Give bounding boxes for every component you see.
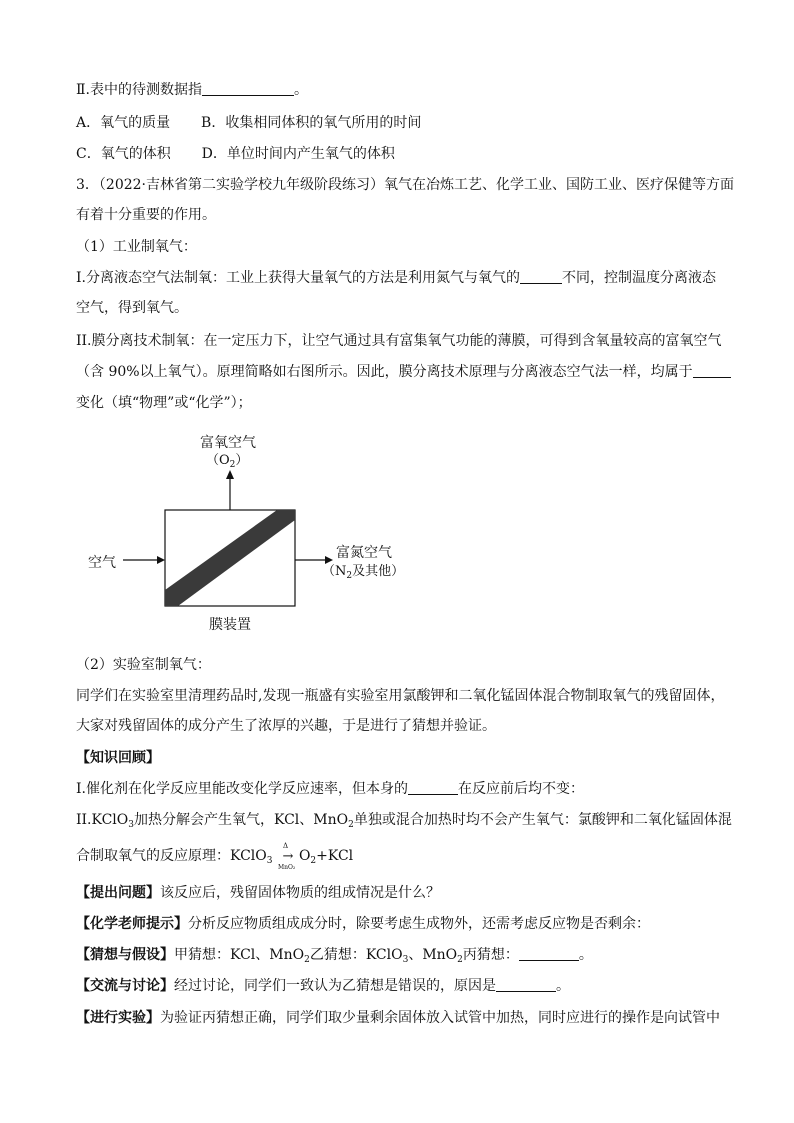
text: （O: [206, 453, 230, 468]
text: 及其他）: [352, 564, 405, 579]
text: （N: [322, 564, 347, 579]
label: 【进行实验】: [76, 1010, 160, 1026]
reaction-equation-line: [76, 842, 354, 871]
text: I.分离液态空气法制氧：工业上获得大量氧气的方法是利用氮气与氧气的: [76, 270, 520, 286]
text: I.催化剂在化学反应里能改变化学反应速率，但本身的: [76, 781, 408, 797]
diagram-top-label: 富氧空气: [200, 435, 256, 451]
text: 、MnO: [408, 947, 458, 963]
subscript: 2: [229, 460, 236, 470]
text: 合制取氧气的反应原理：KClO: [76, 848, 267, 864]
subscript: 3: [402, 955, 409, 965]
paragraph-lab: 同学们在实验室里清理药品时,发现一瓶盛有实验室用氯酸钾和二氧化锰固体混合物制取氧气的残留固体，: [76, 688, 725, 704]
teacher-hint: [76, 914, 650, 934]
subscript: 2: [348, 820, 354, 830]
subscript: 2: [346, 571, 353, 581]
subscript: 3: [266, 856, 273, 866]
section-knowledge-review: 【知识回顾】: [76, 750, 160, 766]
text: 甲猜想：KCl、MnO: [174, 947, 305, 963]
option-b: B．收集相同体积的氧气所用的时间: [201, 115, 422, 131]
subsection-2: （2）实验室制氧气：: [76, 657, 211, 673]
reaction-arrow: [277, 842, 299, 871]
text: 为验证丙猜想正确，同学们取少量剩余固体放入试管中加热，同时应进行的操作是向试管中: [160, 1010, 720, 1026]
paragraph-i-cont: 空气，得到氧气。: [76, 300, 188, 316]
text: 乙猜想：KClO: [309, 947, 403, 963]
diagram-top-formula: [206, 449, 248, 470]
knowledge-i: [76, 779, 584, 799]
answer-blank[interactable]: [408, 780, 458, 795]
left-arrow-head: [157, 556, 165, 564]
option-a: A．氧气的质量: [76, 115, 171, 131]
option-c: C．氧气的体积: [76, 146, 171, 162]
text: II.KClO: [76, 812, 129, 828]
arrow-icon: →: [282, 849, 294, 864]
discussion: [76, 976, 570, 996]
subsection-1: （1）工业制氧气：: [76, 239, 197, 255]
label: 【化学老师提示】: [76, 916, 188, 932]
option-d: D．单位时间内产生氧气的体积: [201, 146, 395, 162]
text: （含 90%以上氧气）。原理简略如右图所示。因此，膜分离技术原理与分离液态空气法一样，均属于: [76, 364, 693, 380]
text: 不同，控制温度分离液态: [561, 270, 716, 286]
question-3-heading: 3．（2022·吉林省第二实验学校九年级阶段练习）氧气在冶炼工艺、化学工业、国防工业、医疗保健等方面: [76, 177, 734, 193]
label: 【猜想与假设】: [76, 947, 174, 963]
paragraph-lab-cont: 大家对残留固体的成分产生了浓厚的兴趣，于是进行了猜想并验证。: [76, 718, 496, 734]
answer-blank[interactable]: [519, 946, 579, 961]
question-3-heading-cont: 有着十分重要的作用。: [76, 207, 216, 223]
knowledge-ii: [76, 810, 732, 835]
text: 在反应前后均不变：: [457, 781, 584, 797]
raise-question: [76, 883, 440, 903]
text: Ⅱ.表中的待测数据指: [76, 82, 202, 98]
text: +KCl: [316, 848, 354, 864]
experiment: [76, 1008, 720, 1028]
text: ）: [235, 453, 249, 468]
diagram-right-label: 富氮空气: [336, 545, 392, 561]
subscript: 2: [457, 955, 463, 965]
subscript: 2: [304, 955, 310, 965]
text: 单独或混合加热时均不会产生氧气：氯酸钾和二氧化锰固体混: [353, 812, 732, 828]
text: 丙猜想：: [462, 947, 519, 963]
label: 【提出问题】: [76, 885, 160, 901]
answer-blank[interactable]: [496, 977, 556, 992]
text: 经过讨论，同学们一致认为乙猜想是错误的，原因是: [174, 978, 496, 994]
text: 。: [556, 978, 570, 994]
up-arrow-head: [226, 470, 234, 479]
text: 加热分解会产生氧气，KCl、MnO: [134, 812, 349, 828]
subscript: 3: [128, 820, 134, 830]
hypotheses: [76, 945, 593, 970]
diagram-right-formula: [322, 560, 404, 581]
catalyst-label: MnO₂: [277, 864, 296, 871]
text: O: [298, 848, 311, 864]
diagram-bottom-label: 膜装置: [209, 617, 251, 633]
text: 该反应后，残留固体物质的组成情况是什么？: [160, 885, 440, 901]
membrane-band: [165, 510, 295, 606]
text: 。: [293, 82, 308, 98]
paragraph-ii-cont2: 变化（填“物理”或“化学”）；: [76, 395, 252, 411]
paragraph-ii: II.膜分离技术制氧：在一定压力下，让空气通过具有富集氧气功能的薄膜，可得到含氧量较高的富氧空气: [76, 333, 722, 349]
text: 。: [578, 947, 593, 963]
diagram-left-label: 空气: [88, 555, 116, 571]
label: 【交流与讨论】: [76, 978, 174, 994]
text: 分析反应物质组成成分时，除要考虑生成物外，还需考虑反应物是否剩余：: [188, 916, 650, 932]
subscript: 2: [310, 856, 317, 866]
heat-symbol: Δ: [282, 842, 288, 850]
